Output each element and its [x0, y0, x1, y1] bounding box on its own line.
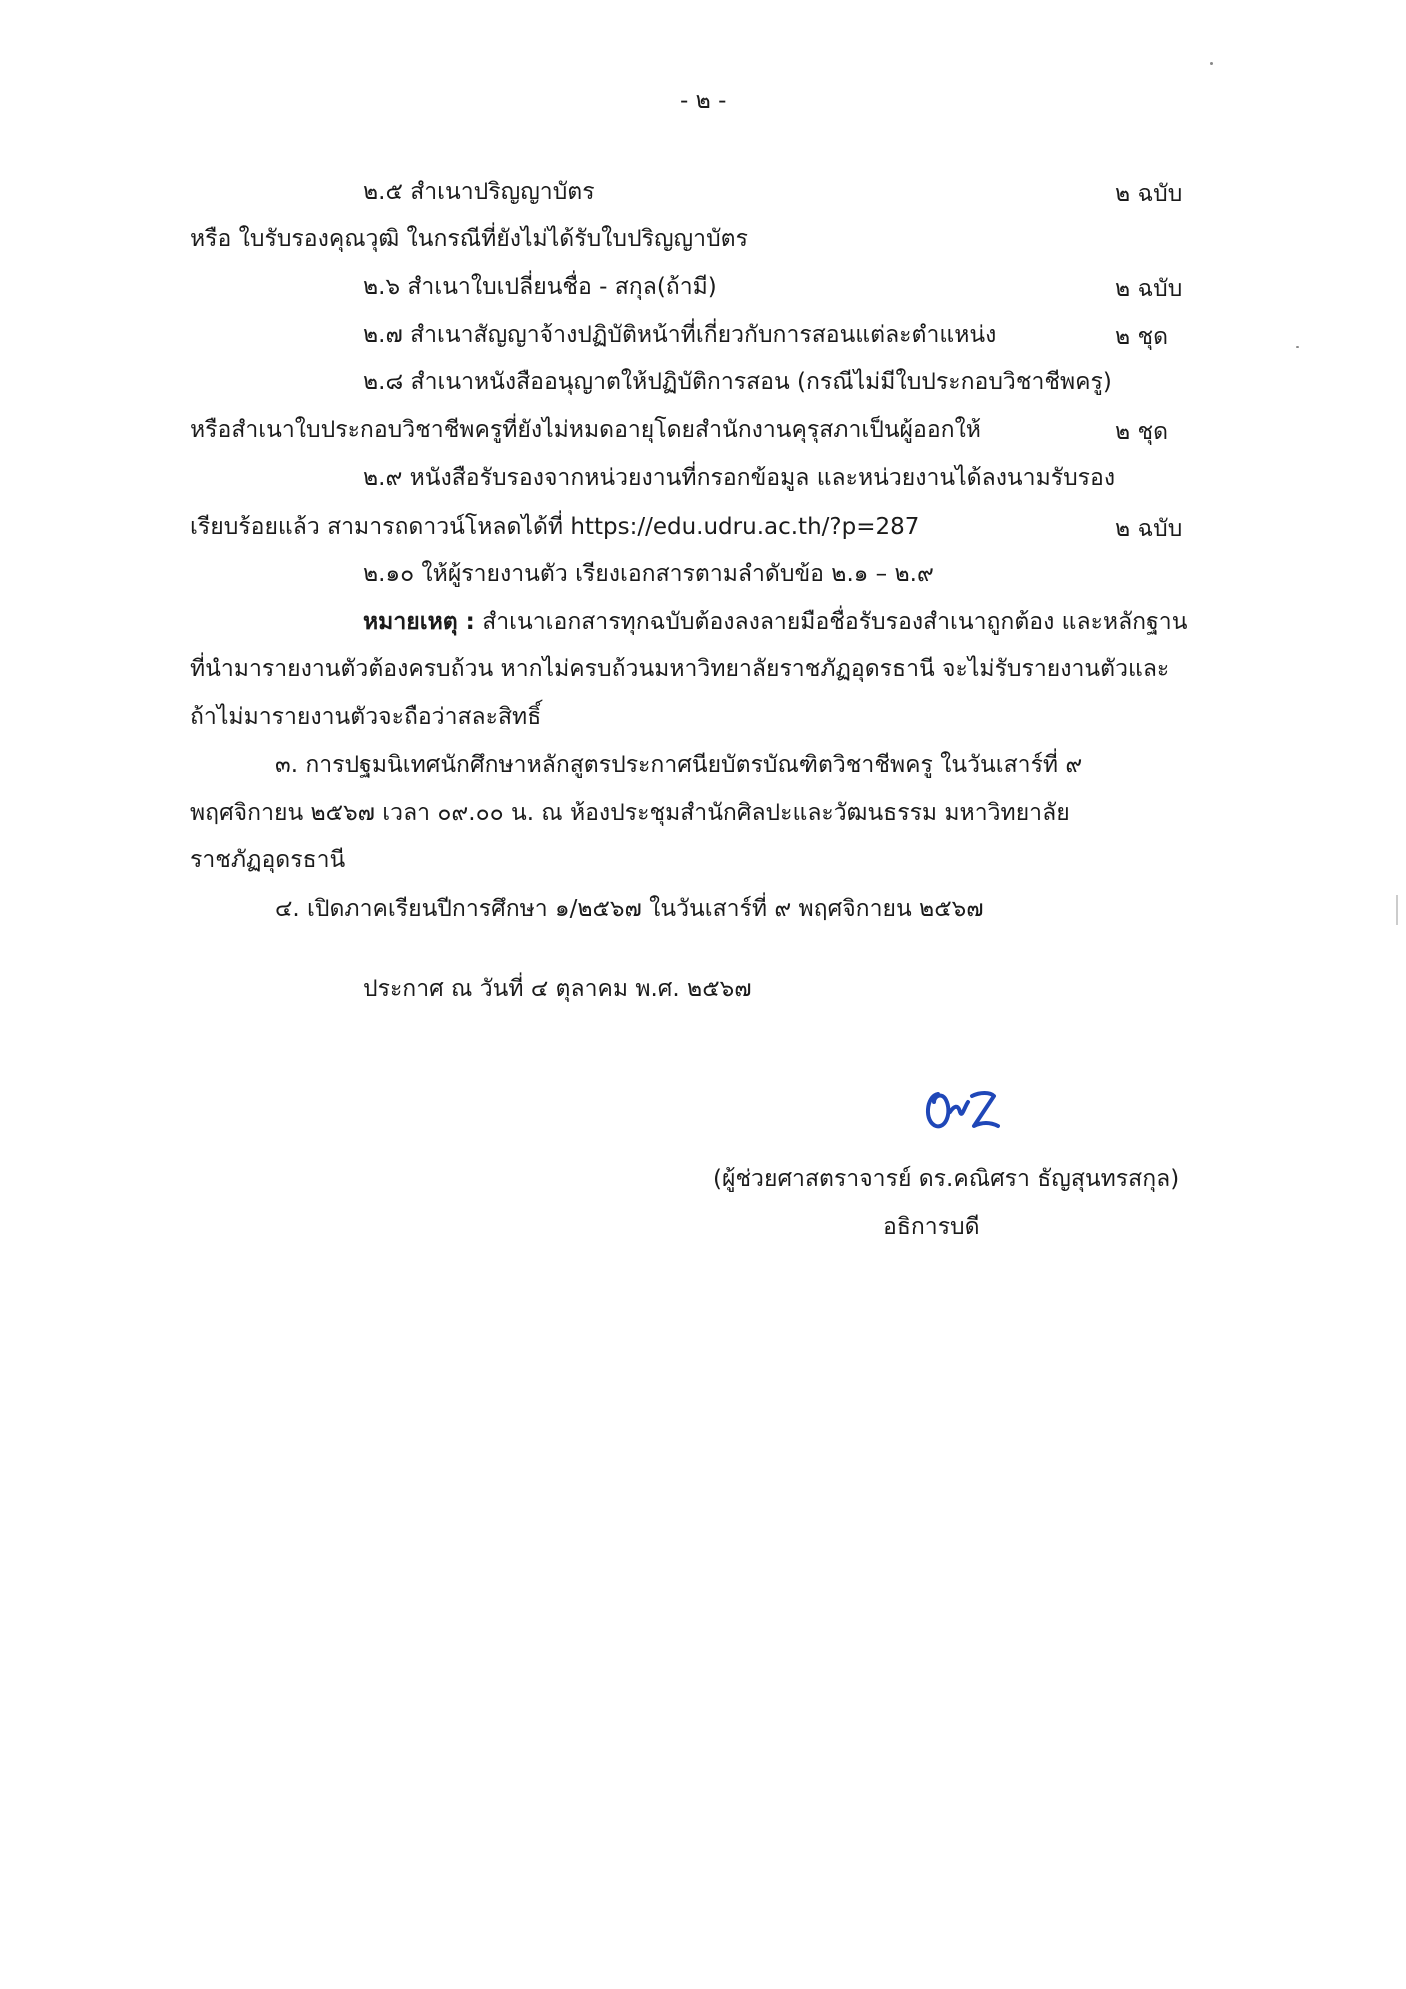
- item-2-10: ๒.๑๐ ให้ผู้รายงานตัว เรียงเอกสารตามลำดับข้อ ๒.๑ – ๒.๙: [363, 561, 934, 587]
- note-line-1: [363, 605, 1187, 639]
- note-label: หมายเหตุ :: [363, 609, 475, 635]
- signatory-name: (ผู้ช่วยศาสตราจารย์ ดร.คณิศรา ธัญสุนทรสกุล): [713, 1166, 1180, 1192]
- signature-mark: [920, 1082, 1000, 1138]
- note-line-3: ถ้าไม่มารายงานตัวจะถือว่าสละสิทธิ์: [190, 704, 542, 730]
- note-line-2: ที่นำมารายงานตัวต้องครบถ้วน หากไม่ครบถ้วนมหาวิทยาลัยราชภัฏอุดรธานี จะไม่รับรายงานตัวและ: [190, 656, 1170, 682]
- item-2-5-continuation: หรือ ใบรับรองคุณวุฒิ ในกรณีที่ยังไม่ได้รับใบปริญญาบัตร: [190, 226, 748, 252]
- item-2-9-continuation: เรียบร้อยแล้ว สามารถดาวน์โหลดได้ที่ https://edu.udru.ac.th/?p=287: [190, 514, 920, 540]
- signatory-position: อธิการบดี: [883, 1214, 980, 1240]
- section-3-line-2: พฤศจิกายน ๒๕๖๗ เวลา ๐๙.๐๐ น. ณ ห้องประชุมสำนักศิลปะและวัฒนธรรม มหาวิทยาลัย: [190, 800, 1070, 826]
- item-2-7-quantity: ๒ ชุด: [1115, 324, 1169, 350]
- item-2-5-quantity: ๒ ฉบับ: [1115, 181, 1183, 207]
- item-2-8-quantity: ๒ ชุด: [1115, 419, 1169, 445]
- scan-speck: [1296, 346, 1299, 348]
- item-2-8: ๒.๘ สำเนาหนังสืออนุญาตให้ปฏิบัติการสอน (กรณีไม่มีใบประกอบวิชาชีพครู): [363, 369, 1112, 395]
- section-3-line-1: ๓. การปฐมนิเทศนักศึกษาหลักสูตรประกาศนียบัตรบัณฑิตวิชาชีพครู ในวันเสาร์ที่ ๙: [275, 752, 1083, 778]
- item-2-9: ๒.๙ หนังสือรับรองจากหน่วยงานที่กรอกข้อมูล และหน่วยงานได้ลงนามรับรอง: [363, 465, 1116, 491]
- item-2-7: ๒.๗ สำเนาสัญญาจ้างปฏิบัติหน้าที่เกี่ยวกับการสอนแต่ละตำแหน่ง: [363, 322, 997, 348]
- scan-edge-mark: [1396, 895, 1398, 925]
- page-number: - ๒ -: [680, 88, 727, 114]
- item-2-8-continuation: หรือสำเนาใบประกอบวิชาชีพครูที่ยังไม่หมดอายุโดยสำนักงานคุรุสภาเป็นผู้ออกให้: [190, 417, 981, 443]
- item-2-6-quantity: ๒ ฉบับ: [1115, 276, 1183, 302]
- item-2-5: ๒.๕ สำเนาปริญญาบัตร: [363, 179, 595, 205]
- note-text-1: สำเนาเอกสารทุกฉบับต้องลงลายมือชื่อรับรองสำเนาถูกต้อง และหลักฐาน: [474, 609, 1188, 635]
- item-2-9-quantity: ๒ ฉบับ: [1115, 516, 1183, 542]
- announce-date: ประกาศ ณ วันที่ ๔ ตุลาคม พ.ศ. ๒๕๖๗: [363, 976, 752, 1002]
- section-4: ๔. เปิดภาคเรียนปีการศึกษา ๑/๒๕๖๗ ในวันเสาร์ที่ ๙ พฤศจิกายน ๒๕๖๗: [275, 896, 984, 922]
- item-2-6: ๒.๖ สำเนาใบเปลี่ยนชื่อ - สกุล(ถ้ามี): [363, 274, 717, 300]
- scan-speck: [1210, 62, 1213, 65]
- section-3-line-3: ราชภัฏอุดรธานี: [190, 847, 346, 873]
